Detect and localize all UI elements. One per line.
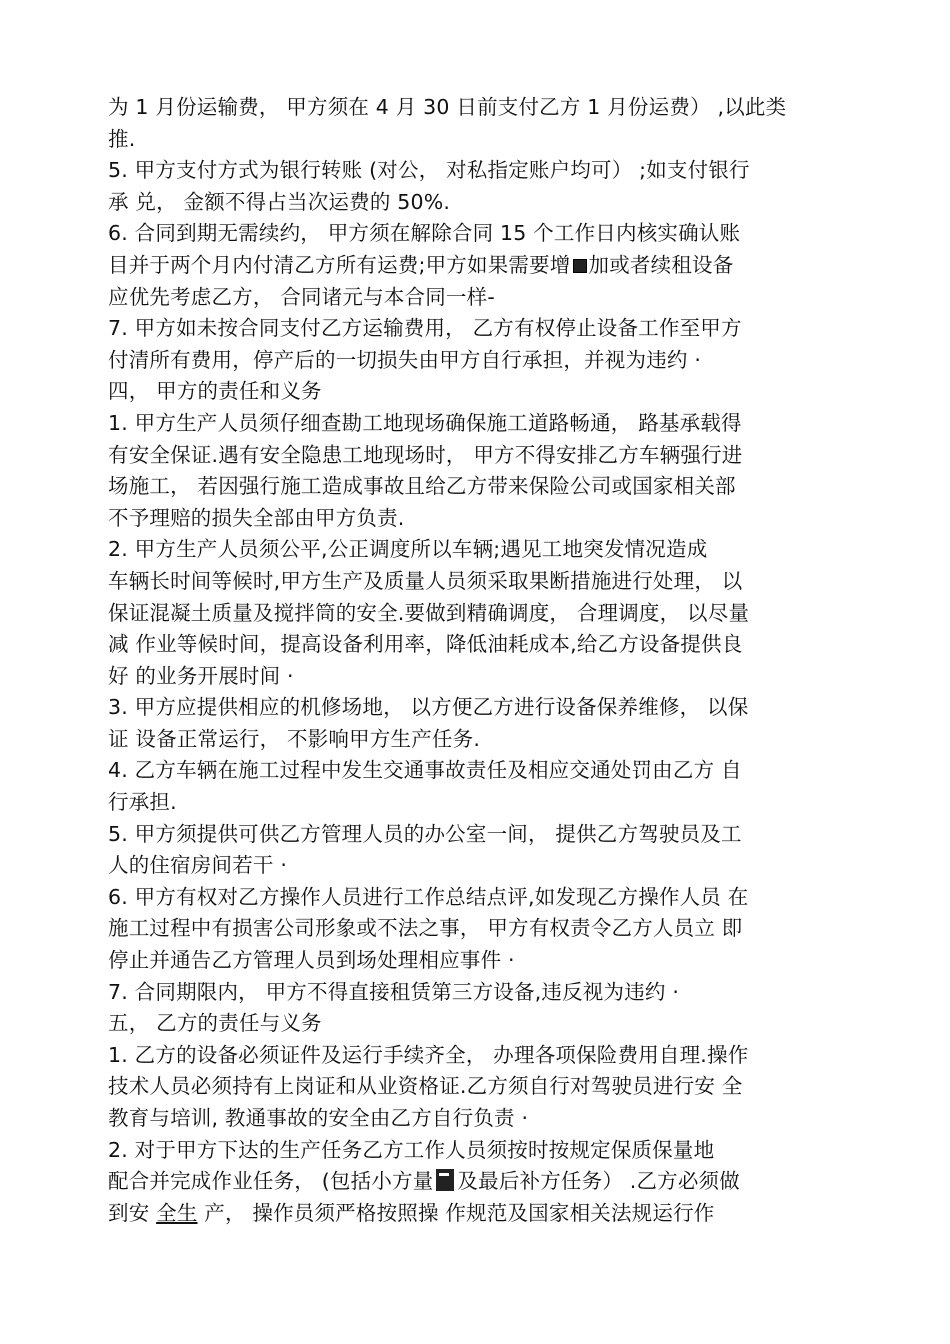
text-line: 7. 甲方如未按合同支付乙方运输费用， 乙方有权停止设备工作至甲方: [108, 316, 742, 341]
text-line: 3. 甲方应提供相应的机修场地， 以方便乙方进行设备保养维修， 以保: [108, 695, 749, 720]
text-line: 停止并通告乙方管理人员到场处理相应事件 ·: [108, 948, 515, 973]
text-line: [108, 1198, 853, 1230]
text-segment: 目并于两个月内付清乙方所有运费;甲方如果需要增: [108, 252, 571, 277]
text-line: 付清所有费用，停产后的一切损失由甲方自行承担，并视为违约 ·: [108, 347, 702, 372]
text-line: 7. 合同期限内， 甲方不得直接租赁第三方设备,违反视为违约 ·: [108, 979, 680, 1004]
text-line: 承 兑， 金额不得占当次运费的 50%.: [108, 189, 451, 214]
text-line: 保证混凝土质量及搅拌筒的安全.要做到精确调度， 合理调度， 以尽量: [108, 600, 750, 625]
text-line: 减 作业等候时间，提高设备利用率，降低油耗成本,给乙方设备提供良: [108, 632, 743, 657]
text-segment: 产， 操作员须严格按照操 作规范及国家相关法规运行作: [197, 1200, 715, 1225]
document-page: [108, 92, 853, 1229]
text-line: 6. 合同到期无需续约， 甲方须在解除合同 15 个工作日内核实确认账: [108, 221, 741, 246]
text-line: 4. 乙方车辆在施工过程中发生交通事故责任及相应交通处罚由乙方 自: [108, 758, 742, 783]
text-segment: 配合并完成作业任务， (包括小方量: [108, 1169, 434, 1194]
underlined-text: 全生: [156, 1200, 198, 1225]
text-line: 1. 乙方的设备必须证件及运行手续齐全， 办理各项保险费用自理.操作: [108, 1042, 749, 1067]
text-line: 2. 对于甲方下达的生产任务乙方工作人员须按时按规定保质保量地: [108, 1137, 715, 1162]
text-line: 应优先考虑乙方， 合同诸元与本合同一样-: [108, 284, 495, 309]
text-line: 人的住宿房间若干 ·: [108, 853, 288, 878]
redaction-mark-icon: [436, 1169, 454, 1191]
text-line: 为 1 月份运输费， 甲方须在 4 月 30 日前支付乙方 1 月份运费） ,以此类: [108, 95, 787, 119]
text-line: 场施工， 若因强行施工造成事故且给乙方带来保险公司或国家相关部: [108, 474, 736, 499]
text-segment: 加或者续租设备: [588, 252, 734, 277]
text-line: 行承担.: [108, 790, 177, 815]
text-segment: 到安: [108, 1200, 157, 1225]
text-line: 教育与培训, 教通事故的安全由乙方自行负责 ·: [108, 1106, 529, 1130]
text-line: 施工过程中有损害公司形象或不法之事， 甲方有权责令乙方人员立 即: [108, 916, 743, 941]
text-line: 6. 甲方有权对乙方操作人员进行工作总结点评,如发现乙方操作人员 在: [108, 884, 749, 909]
text-line: 推.: [108, 126, 136, 151]
text-line: 5. 甲方须提供可供乙方管理人员的办公室一间， 提供乙方驾驶员及工: [108, 821, 742, 846]
section-heading: 四， 甲方的责任和义务: [108, 379, 322, 404]
text-line: 不予理赔的损失全部由甲方负责.: [108, 505, 405, 530]
text-line: 有安全保证.遇有安全隐患工地现场时， 甲方不得安排乙方车辆强行进: [108, 442, 743, 467]
text-segment: 及最后补方任务） .乙方必须做: [457, 1169, 740, 1194]
text-line: 5. 甲方支付方式为银行转账 (对公， 对私指定账户均可） ;如支付银行: [108, 158, 750, 183]
text-line: 车辆长时间等候时,甲方生产及质量人员须采取果断措施进行处理， 以: [108, 568, 743, 593]
text-line: 1. 甲方生产人员须仔细查勘工地现场确保施工道路畅通， 路基承载得: [108, 410, 742, 435]
text-line: 2. 甲方生产人员须公平,公正调度所以车辆;遇见工地突发情况造成: [108, 537, 708, 562]
text-line: 证 设备正常运行， 不影响甲方生产任务.: [108, 726, 481, 751]
text-line: [108, 250, 853, 282]
section-heading: 五， 乙方的责任与义务: [108, 1011, 322, 1036]
text-line: 好 的业务开展时间 ·: [108, 663, 294, 688]
redaction-mark-icon: [573, 259, 587, 273]
text-line: [108, 1166, 853, 1198]
text-line: 技术人员必须持有上岗证和从业资格证.乙方须自行对驾驶员进行安 全: [108, 1074, 743, 1099]
